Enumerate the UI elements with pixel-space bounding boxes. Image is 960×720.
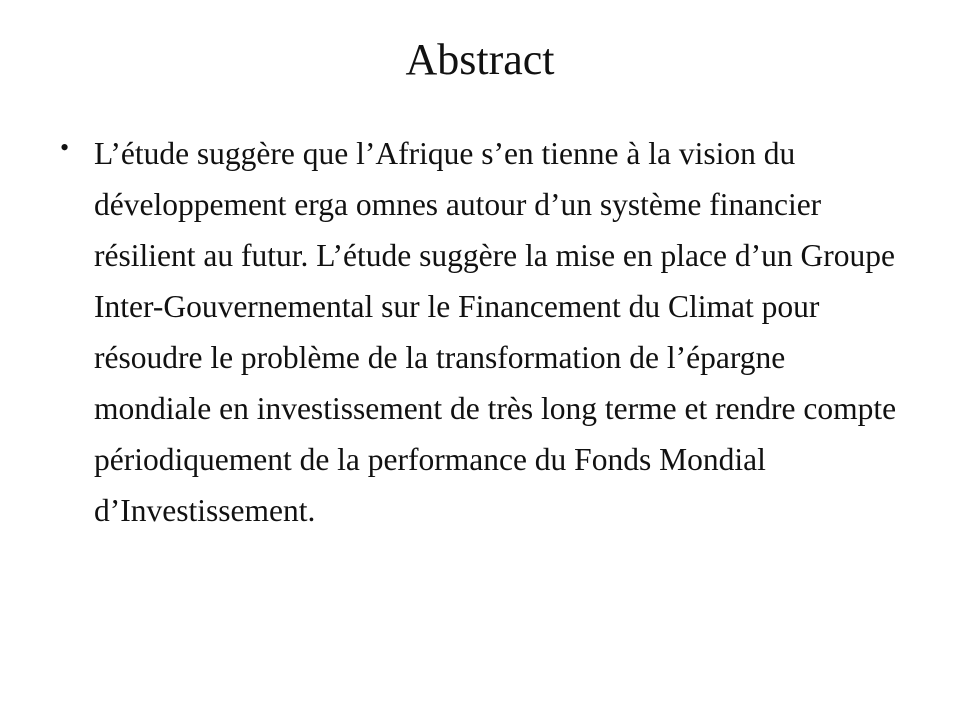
bullet-marker: • [60,133,70,162]
bullet-item [56,128,906,536]
slide-title: Abstract [405,35,555,84]
bullet-text: L’étude suggère que l’Afrique s’en tienne à la vision du développement erga omnes autour d’un système financier résilient au futur. L’étude suggère la mise en place d’un Groupe Inter-Gouvernemental sur le Financement du Climat pour résoudre le problème de la transformation de l’épargne mondiale en investissement de très long terme et rendre compte périodiquement de la performance du Fonds Mondial d’Investissement. [94,136,897,528]
bullet-list [56,128,906,536]
